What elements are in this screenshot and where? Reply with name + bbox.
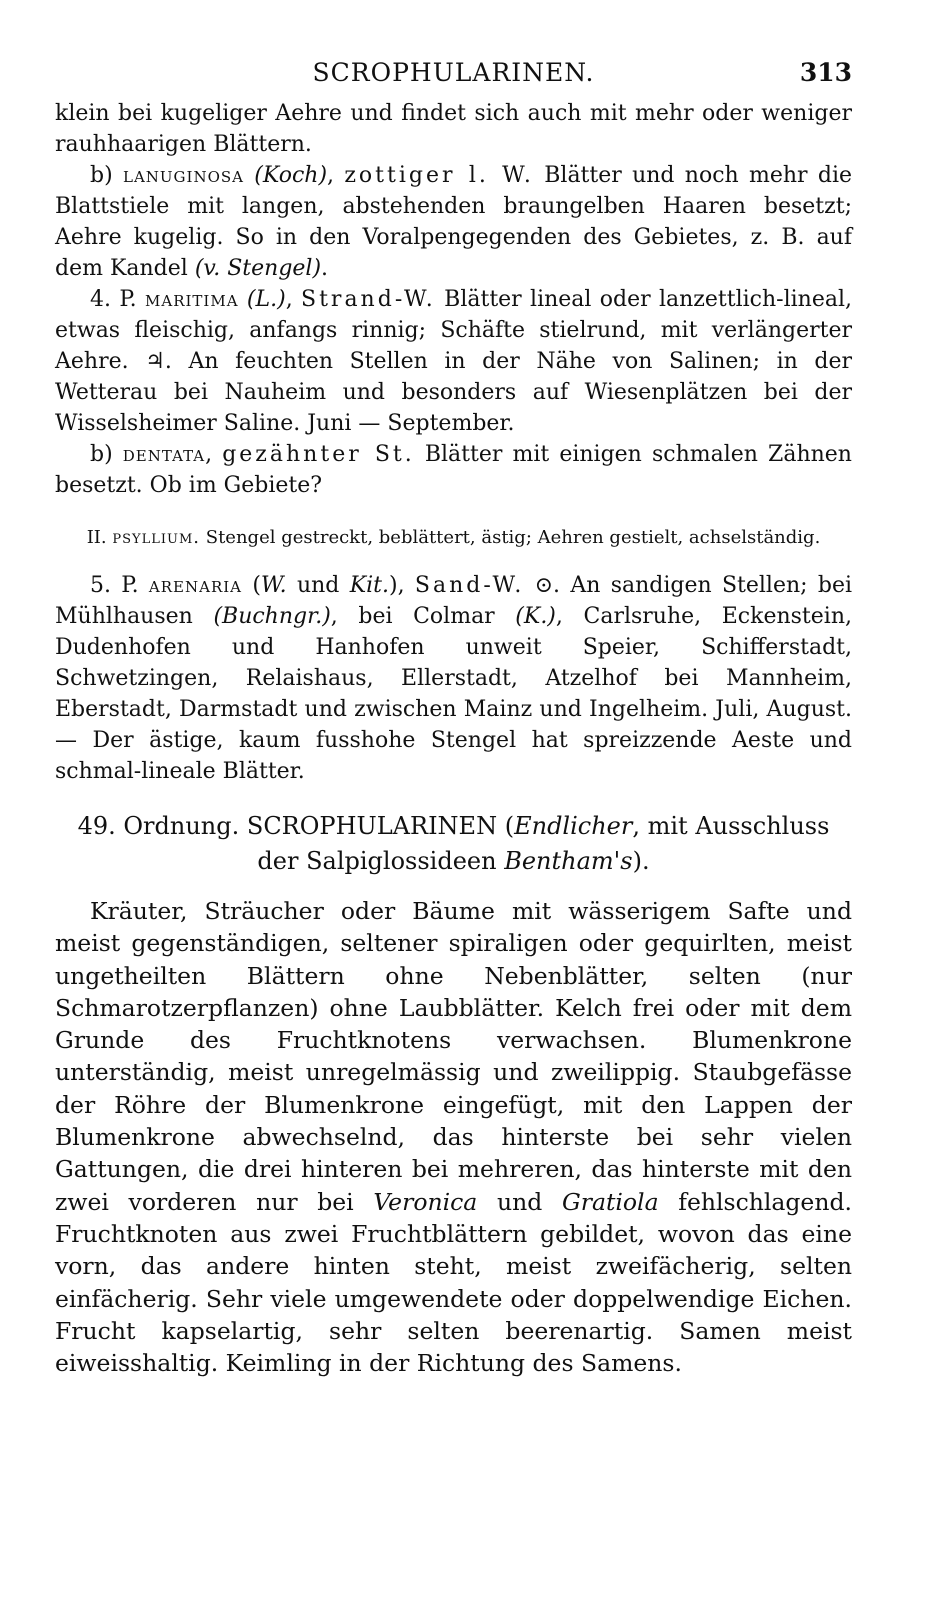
variety-common-name: gezähnter St. bbox=[222, 442, 415, 467]
species-number: 4. P. bbox=[90, 287, 137, 312]
species-common-name: Sand-W. bbox=[414, 573, 525, 598]
species-entries bbox=[55, 98, 852, 501]
species-maritima: 4. P. maritima (L.), Strand-W. Blätter lineal oder lanzettlich-lineal, etwas fleischig, anfangs rinnig; Schäfte stielrund, mit verlängerter Aehre. ♃. An feuchten Stellen in der Nähe von Salinen; in der Wetterau bei Nauheim und besonders auf Wiesenplätzen bei der Wisselsheimer Saline. Juni — September. bbox=[55, 287, 852, 436]
species-description-b: , bei Colmar bbox=[330, 604, 495, 629]
description-paragraph bbox=[55, 895, 852, 1379]
species-author-open: ( bbox=[252, 573, 261, 598]
order-label: 49. Ordnung. bbox=[77, 812, 240, 840]
variety-dentata: b) dentata, gezähnter St. Blätter mit einigen schmalen Zähnen besetzt. Ob im Gebiete? bbox=[55, 442, 852, 498]
species-author-and: und bbox=[296, 573, 340, 598]
description-and: und bbox=[496, 1187, 543, 1216]
book-page bbox=[55, 58, 852, 1379]
page-number: 313 bbox=[799, 58, 852, 87]
section-marker: II. bbox=[86, 527, 107, 548]
section-name: psyllium. bbox=[112, 527, 200, 548]
species-description: Blätter lineal oder lanzettlich-lineal, etwas fleischig, anfangs rinnig; Schäfte stielrund, mit verlängerter Aehre. ♃. An feuchten Stellen in der Nähe von Salinen; in der Wetterau bei Nauheim und besonders auf Wiesenplätzen bei der Wisselsheimer Saline. Juni — September. bbox=[55, 287, 852, 436]
annual-symbol: ⊙. bbox=[534, 573, 561, 598]
species-description-c: , Carlsruhe, Eckenstein, Dudenhofen und Hanhofen unweit Speier, Schifferstadt, Schwetzingen, Relaishaus, Ellerstadt, Atzelhof bei Mannheim, Eberstadt, Darmstadt und zwischen Mainz und Ingelheim. Juli, August. — Der ästige, kaum fusshohe Stengel hat spreizzende Aeste und schmal-lineale Blätter. bbox=[55, 604, 852, 784]
running-head bbox=[55, 58, 852, 98]
variety-common-name: zottiger l. W. bbox=[344, 163, 534, 188]
running-title: SCROPHULARINEN. bbox=[312, 58, 595, 87]
order-heading bbox=[55, 809, 852, 879]
species-description-a: An sandigen Stellen; bei Mühlhausen bbox=[55, 573, 852, 629]
order-author-2: Bentham's bbox=[504, 847, 633, 875]
variety-name: lanuginosa bbox=[122, 163, 244, 188]
genus-veronica: Veronica bbox=[373, 1187, 478, 1216]
variety-author: (Koch) bbox=[254, 163, 328, 188]
variety-lanuginosa: b) lanuginosa (Koch), zottiger l. W. Blätter und noch mehr die Blattstiele mit langen, abstehenden braungelben Haaren besetzt; Aehre kugelig. So in den Voralpengegenden des Gebietes, z. B. auf dem Kandel (v. Stengel). bbox=[55, 163, 853, 281]
species-name: maritima bbox=[145, 287, 239, 312]
description-text-b: fehlschlagend. Fruchtknoten aus zwei Fruchtblättern gebildet, wovon das eine vorn, das andere hinten steht, meist zweifächerig, selten einfächerig. Sehr viele umgewendete oder doppelwendige Eichen. Frucht kapselartig, sehr selten beerenartig. Samen meist eiweisshaltig. Keimling in der Richtung des Samens. bbox=[55, 1187, 852, 1378]
variety-marker: b) bbox=[90, 163, 113, 188]
species-arenaria-block bbox=[55, 570, 852, 787]
description-text-a: Kräuter, Sträucher oder Bäume mit wässerigem Safte und meist gegenständigen, seltener spiraligen oder gequirlten, meist ungetheilten Blättern ohne Nebenblätter, selten (nur Schmarotzerpflanzen) ohne Laubblätter. Kelch frei oder mit dem Grunde des Fruchtknotens verwachsen. Blumenkrone unterständig, meist unregelmässig und zweilippig. Staubgefässe der Röhre der Blumenkrone eingefügt, mit den Lappen der Blumenkrone abwechselnd, das hinterste bei sehr vielen Gattungen, die drei hinteren bei mehreren, das hinterste mit den zwei vorderen nur bei bbox=[55, 897, 852, 1216]
species-author-close: ) bbox=[389, 573, 398, 598]
species-arenaria: 5. P. arenaria (W. und Kit.), Sand-W. ⊙. An sandigen Stellen; bei Mühlhausen (Buchngr.), bei Colmar (K.), Carlsruhe, Eckenstein, Dudenhofen und Hanhofen unweit Speier, Schifferstadt, Schwetzingen, Relaishaus, Ellerstadt, Atzelhof bei Mannheim, Eberstadt, Darmstadt und zwischen Mainz und Ingelheim. Juli, August. — Der ästige, kaum fusshohe Stengel hat spreizzende Aeste und schmal-lineale Blätter. bbox=[55, 573, 852, 784]
variety-name: dentata bbox=[122, 442, 206, 467]
species-number: 5. P. bbox=[90, 573, 139, 598]
section-description: Stengel gestreckt, beblättert, ästig; Aehren gestielt, achselständig. bbox=[205, 527, 821, 548]
species-author: (L.) bbox=[246, 287, 286, 312]
intro-line: klein bei kugeliger Aehre und findet sich auch mit mehr oder weniger rauhhaarigen Blättern. bbox=[55, 101, 852, 157]
section-heading-psyllium bbox=[55, 525, 852, 550]
species-common-name: Strand-W. bbox=[301, 287, 436, 312]
order-name: SCROPHULARINEN bbox=[246, 812, 498, 840]
species-name: arenaria bbox=[148, 573, 243, 598]
species-author-1: W. bbox=[260, 573, 287, 598]
variety-marker: b) bbox=[90, 442, 113, 467]
variety-description: Blätter mit einigen schmalen Zähnen besetzt. Ob im Gebiete? bbox=[55, 442, 852, 498]
order-note: , mit Ausschluss der Salpiglossideen bbox=[257, 812, 830, 875]
citation-k: (K.) bbox=[515, 604, 556, 629]
variety-citation: (v. Stengel) bbox=[194, 256, 322, 281]
variety-end: . bbox=[321, 256, 329, 281]
order-open: ( bbox=[504, 812, 515, 840]
genus-gratiola: Gratiola bbox=[561, 1187, 659, 1216]
order-author: Endlicher bbox=[514, 812, 633, 840]
order-description bbox=[55, 895, 852, 1379]
order-close: ). bbox=[632, 847, 650, 875]
species-author-2: Kit. bbox=[349, 573, 389, 598]
citation-buchngr: (Buchngr.) bbox=[213, 604, 331, 629]
variety-description: Blätter und noch mehr die Blattstiele mit langen, abstehenden braungelben Haaren besetzt; Aehre kugelig. So in den Voralpengegenden des Gebietes, z. B. auf dem Kandel bbox=[55, 163, 853, 281]
